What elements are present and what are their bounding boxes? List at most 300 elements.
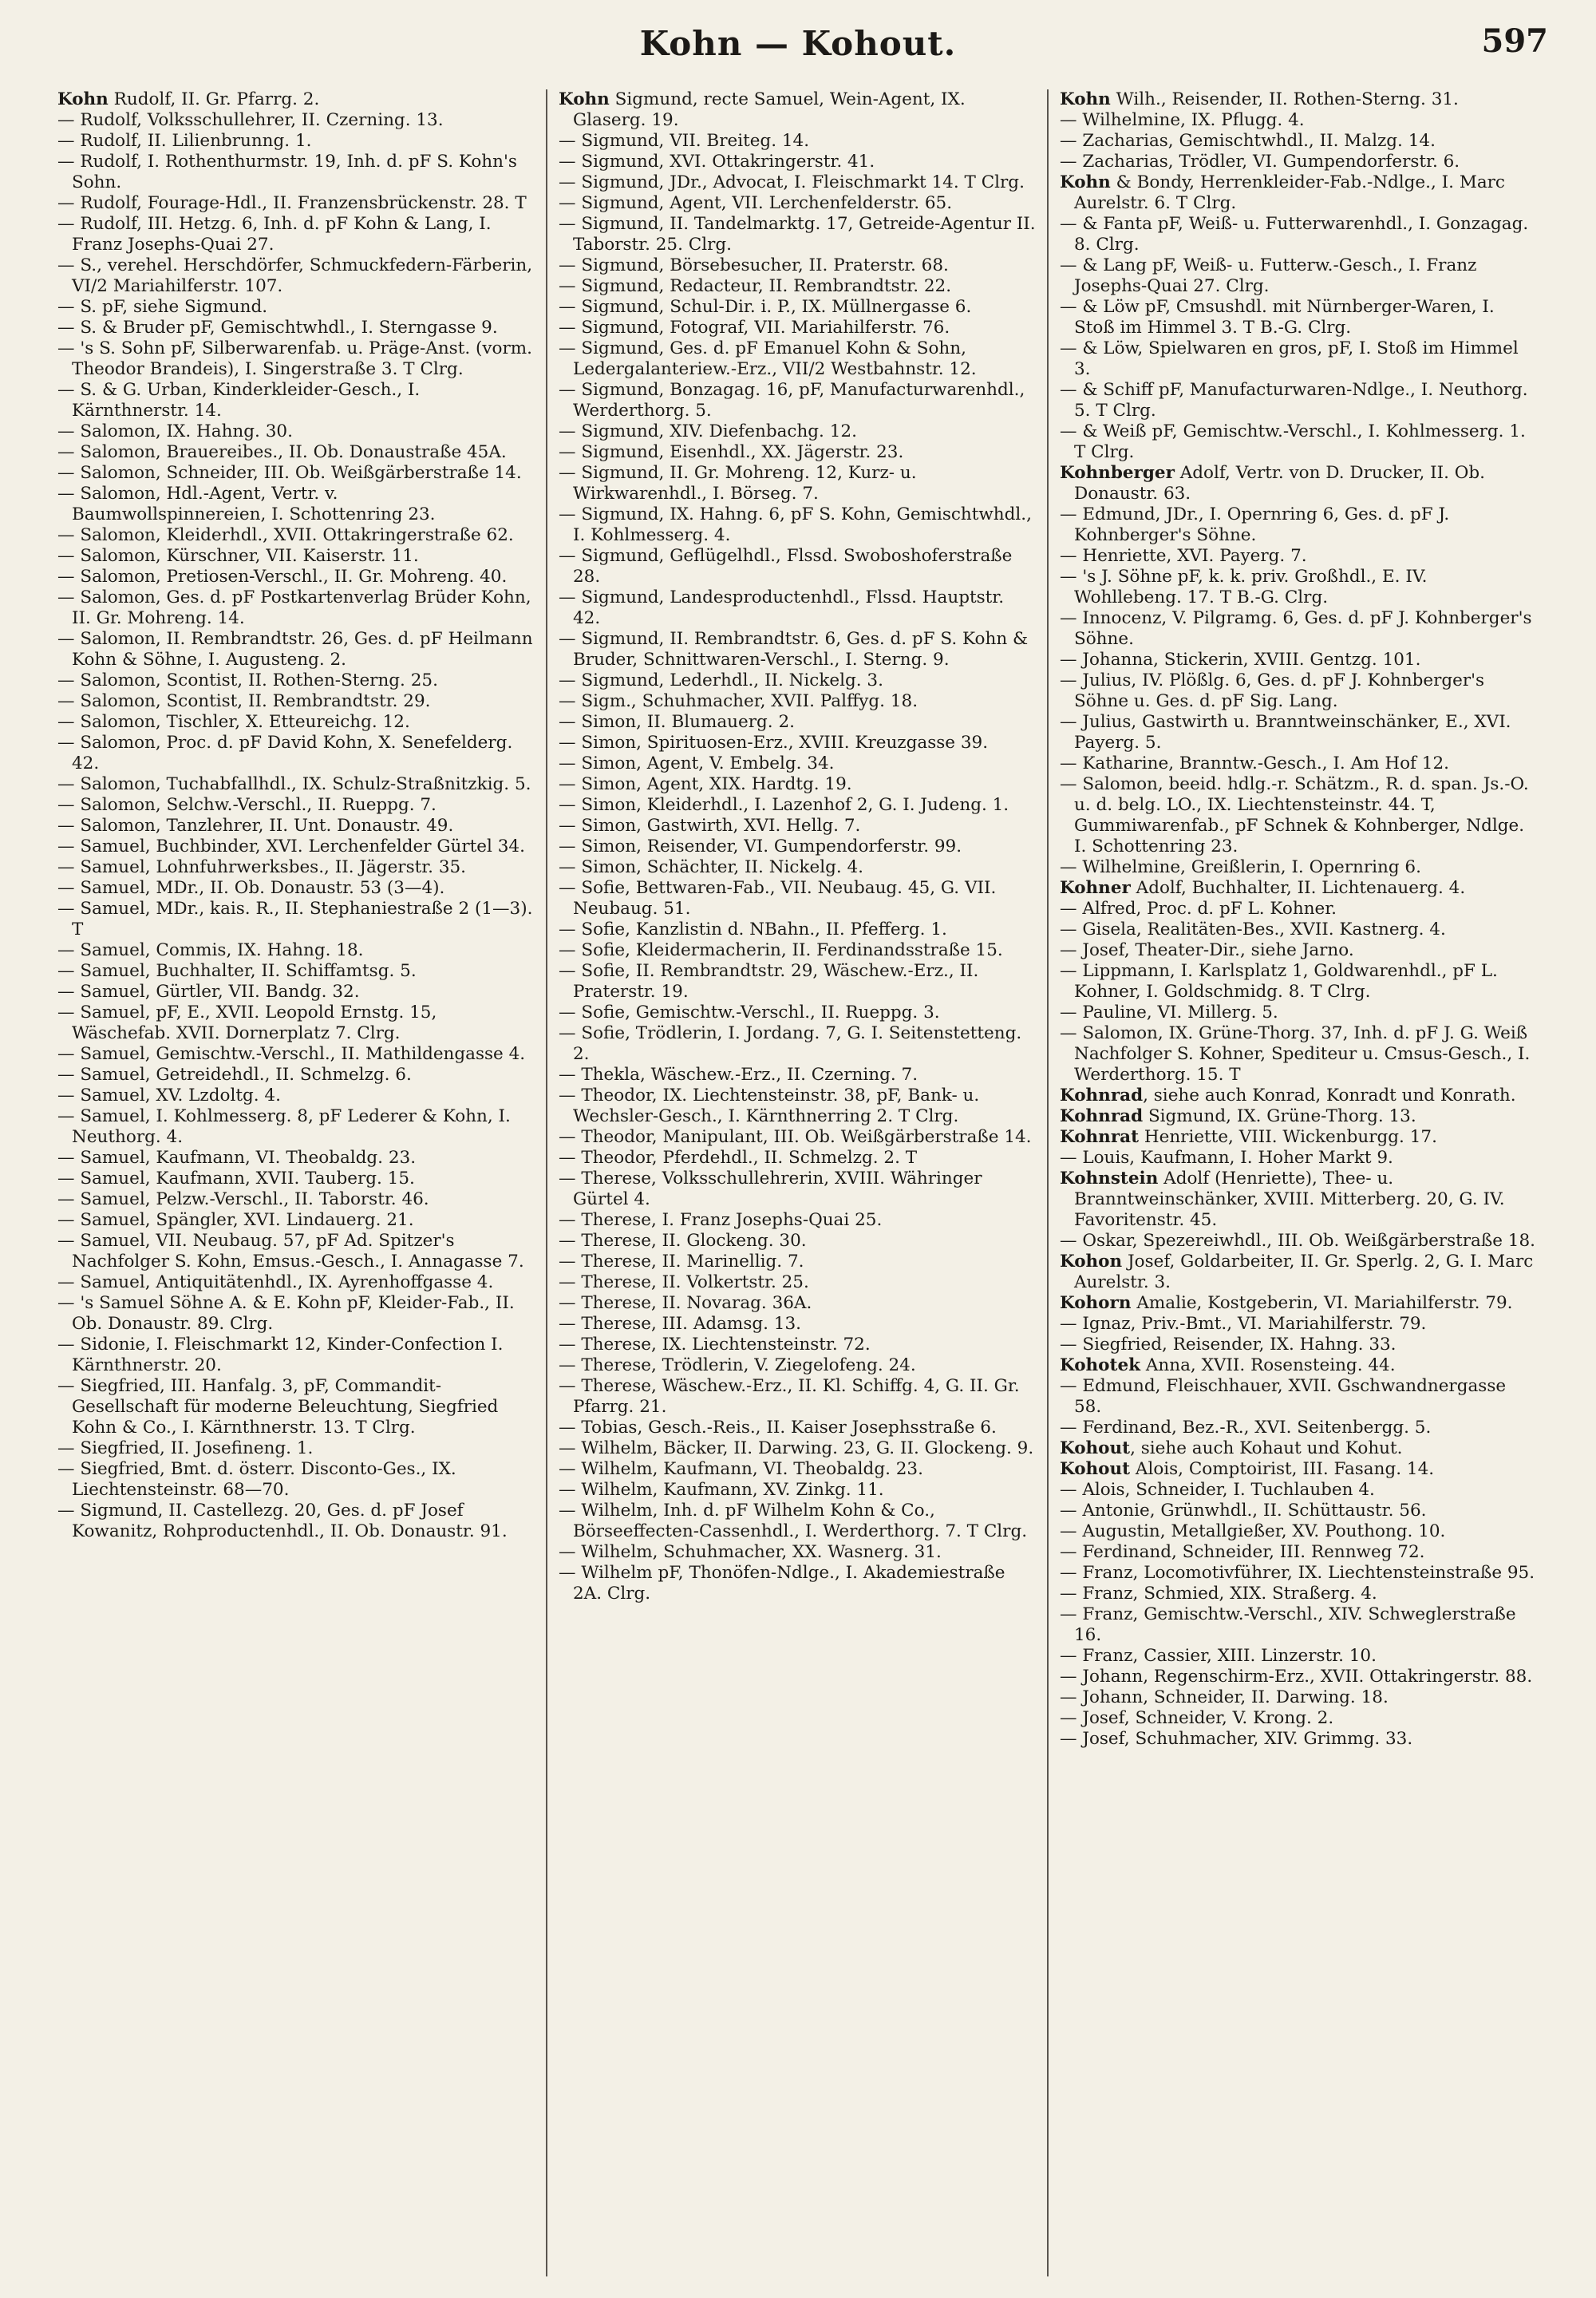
directory-entry [1060, 961, 1537, 1003]
directory-entry [1060, 1023, 1537, 1086]
directory-entry [57, 1003, 535, 1044]
entry-text: — Sofie, II. Rembrandtstr. 29, Wäschew.-Erz., II. Praterstr. 19. [559, 961, 979, 1002]
directory-entry [1060, 774, 1537, 857]
directory-entry [57, 1106, 535, 1148]
entry-text: — Gisela, Realitäten-Bes., XVII. Kastnerg. 4. [1060, 920, 1446, 939]
entry-text: — Siegfried, Reisender, IX. Hahng. 33. [1060, 1335, 1396, 1355]
entry-text: Wilh., Reisender, II. Rothen-Sterng. 31. [1110, 89, 1459, 109]
directory-entry [559, 1438, 1036, 1459]
directory-entry [559, 1459, 1036, 1480]
directory-entry [57, 318, 535, 338]
directory-entry [57, 131, 535, 152]
directory-entry [57, 1376, 535, 1438]
directory-entry [559, 297, 1036, 318]
entry-surname: Kohnrad [1060, 1086, 1144, 1105]
directory-entry [57, 1210, 535, 1231]
entry-text: — Sofie, Bettwaren-Fab., VII. Neubaug. 45, G. VII. Neubaug. 51. [559, 878, 997, 919]
directory-entry [57, 774, 535, 795]
entry-text: — Samuel, Gürtler, VII. Bandg. 32. [57, 982, 360, 1002]
entry-text: — Theodor, Manipulant, III. Ob. Weißgärberstraße 14. [559, 1127, 1032, 1147]
directory-entry [57, 795, 535, 816]
directory-entry [559, 1003, 1036, 1023]
entry-text: — Alois, Schneider, I. Tuchlauben 4. [1060, 1480, 1375, 1500]
directory-entry [1060, 878, 1537, 899]
entry-text: — Wilhelm pF, Thonöfen-Ndlge., I. Akademiestraße 2A. Clrg. [559, 1563, 1005, 1604]
entry-text: — Samuel, Buchhalter, II. Schiffamtsg. 5. [57, 961, 417, 981]
entry-text: — Samuel, Kaufmann, XVII. Tauberg. 15. [57, 1169, 415, 1189]
directory-entry [559, 816, 1036, 837]
directory-entry [559, 172, 1036, 193]
entry-text: — Tobias, Gesch.-Reis., II. Kaiser Josephsstraße 6. [559, 1418, 997, 1438]
directory-entry [559, 1376, 1036, 1418]
entry-text: — Sigmund, II. Tandelmarktg. 17, Getreide-Agentur II. Taborstr. 25. Clrg. [559, 214, 1036, 255]
directory-entry [1060, 1604, 1537, 1646]
directory-entry [57, 733, 535, 774]
entry-text: — Wilhelm, Kaufmann, XV. Zinkg. 11. [559, 1480, 884, 1500]
directory-entry [57, 567, 535, 587]
entry-text: — Wilhelm, Schuhmacher, XX. Wasnerg. 31. [559, 1542, 942, 1562]
directory-entry [1060, 172, 1537, 214]
directory-entry [559, 1065, 1036, 1086]
entry-text: — Samuel, Antiquitätenhdl., IX. Ayrenhoffgasse 4. [57, 1272, 494, 1292]
entry-text: — Franz, Cassier, XIII. Linzerstr. 10. [1060, 1646, 1377, 1666]
entry-text: Josef, Goldarbeiter, II. Gr. Sperlg. 2, G. I. Marc Aurelstr. 3. [1074, 1252, 1534, 1292]
entry-text: — 's J. Söhne pF, k. k. priv. Großhdl., E. IV. Wohllebeng. 17. T B.-G. Clrg. [1060, 567, 1428, 607]
directory-entry [1060, 1293, 1537, 1314]
directory-entry [559, 878, 1036, 920]
entry-text: — Salomon, Ges. d. pF Postkartenverlag Brüder Kohn, II. Gr. Mohreng. 14. [57, 587, 531, 628]
directory-entry [1060, 131, 1537, 152]
entry-text: — Simon, Gastwirth, XVI. Hellg. 7. [559, 816, 861, 836]
entry-text: Sigmund, IX. Grüne-Thorg. 13. [1143, 1106, 1416, 1126]
entry-text: — Alfred, Proc. d. pF L. Kohner. [1060, 899, 1337, 919]
directory-entry [559, 1231, 1036, 1252]
directory-entry [559, 1272, 1036, 1293]
entry-text: — Salomon, Proc. d. pF David Kohn, X. Senefelderg. 42. [57, 733, 513, 773]
entry-text: — Samuel, Kaufmann, VI. Theobaldg. 23. [57, 1148, 417, 1168]
entry-text: — 's Samuel Söhne A. & E. Kohn pF, Kleider-Fab., II. Ob. Donaustr. 89. Clrg. [57, 1293, 515, 1334]
entry-text: — 's S. Sohn pF, Silberwarenfab. u. Präge-Anst. (vorm. Theodor Brandeis), I. Singerstraße 3. T Clrg. [57, 338, 532, 379]
directory-entry [1060, 463, 1537, 504]
directory-entry [57, 1501, 535, 1542]
entry-surname: Kohotek [1060, 1355, 1141, 1375]
entry-text: — Sigmund, Agent, VII. Lerchenfelderstr. 65. [559, 193, 953, 213]
directory-entry [559, 940, 1036, 961]
entry-text: — Julius, Gastwirth u. Branntweinschänker, E., XVI. Payerg. 5. [1060, 712, 1511, 753]
directory-entry [1060, 857, 1537, 878]
directory-entry [559, 774, 1036, 795]
entry-text: — Salomon, Hdl.-Agent, Vertr. v. Baumwollspinnereien, I. Schottenring 23. [57, 484, 436, 524]
entry-text: — Ferdinand, Schneider, III. Rennweg 72. [1060, 1542, 1425, 1562]
directory-entry [559, 837, 1036, 857]
directory-entry [1060, 608, 1537, 650]
entry-text: — Julius, IV. Plößlg. 6, Ges. d. pF J. Kohnberger's Söhne u. Ges. d. pF Sig. Lang. [1060, 670, 1485, 711]
entry-surname: Kohout [1060, 1438, 1131, 1458]
entry-text: , siehe auch Kohaut und Kohut. [1130, 1438, 1403, 1458]
entry-text: — Samuel, VII. Neubaug. 57, pF Ad. Spitzer's Nachfolger S. Kohn, Emsus.-Gesch., I. Annagasse 7. [57, 1231, 524, 1272]
directory-entry [57, 110, 535, 131]
entry-text: Henriette, VIII. Wickenburgg. 17. [1139, 1127, 1437, 1147]
entry-text: — Sofie, Kleidermacherin, II. Ferdinandsstraße 15. [559, 940, 1003, 960]
entry-text: — Therese, III. Adamsg. 13. [559, 1314, 801, 1334]
directory-entry [57, 380, 535, 421]
entry-text: — Simon, Schächter, II. Nickelg. 4. [559, 857, 864, 877]
entry-text: — Sigmund, XIV. Diefenbachg. 12. [559, 421, 857, 441]
entry-text: — & Löw pF, Cmsushdl. mit Nürnberger-Waren, I. Stoß im Himmel 3. T B.-G. Clrg. [1060, 297, 1495, 338]
entry-text: — Franz, Schmied, XIX. Straßerg. 4. [1060, 1584, 1377, 1604]
directory-entry [1060, 1708, 1537, 1729]
entry-text: — Sofie, Kanzlistin d. NBahn., II. Pfefferg. 1. [559, 920, 947, 939]
directory-entry [559, 1355, 1036, 1376]
entry-text: — Sigmund, II. Gr. Mohreng. 12, Kurz- u. Wirkwarenhdl., I. Börseg. 7. [559, 463, 917, 504]
entry-text: — Salomon, IX. Hahng. 30. [57, 421, 293, 441]
entry-text: — Samuel, Buchbinder, XVI. Lerchenfelder Gürtel 34. [57, 837, 525, 856]
entry-text: — Johann, Schneider, II. Darwing. 18. [1060, 1687, 1389, 1707]
entry-text: Adolf, Buchhalter, II. Lichtenauerg. 4. [1130, 878, 1466, 898]
entry-text: — Sigmund, Geflügelhdl., Flssd. Swoboshoferstraße 28. [559, 546, 1013, 587]
directory-entry [559, 733, 1036, 753]
page-number: 597 [1481, 22, 1548, 60]
directory-entry [1060, 1086, 1537, 1106]
entry-text: — Samuel, Gemischtw.-Verschl., II. Mathildengasse 4. [57, 1044, 526, 1064]
entry-text: — Oskar, Spezereiwhdl., III. Ob. Weißgärberstraße 18. [1060, 1231, 1535, 1251]
entry-text: — Katharine, Branntw.-Gesch., I. Am Hof 12. [1060, 753, 1450, 773]
entry-text: — Theodor, Pferdehdl., II. Schmelzg. 2. T [559, 1148, 918, 1168]
directory-entry [1060, 1521, 1537, 1542]
entry-text: — Franz, Locomotivführer, IX. Liechtensteinstraße 95. [1060, 1563, 1535, 1583]
directory-entry [559, 442, 1036, 463]
directory-entry [1060, 567, 1537, 608]
entry-text: & Bondy, Herrenkleider-Fab.-Ndlge., I. Marc Aurelstr. 6. T Clrg. [1074, 172, 1505, 213]
directory-entry [559, 1542, 1036, 1563]
directory-entry [57, 712, 535, 733]
directory-entry [559, 1418, 1036, 1438]
entry-text: — Samuel, XV. Lzdoltg. 4. [57, 1086, 281, 1105]
directory-entry [559, 691, 1036, 712]
entry-text: — & Lang pF, Weiß- u. Futterw.-Gesch., I. Franz Josephs-Quai 27. Clrg. [1060, 255, 1477, 296]
directory-entry [559, 712, 1036, 733]
directory-entry [1060, 1314, 1537, 1335]
entry-text: — Salomon, Pretiosen-Verschl., II. Gr. Mohreng. 40. [57, 567, 508, 587]
entry-text: — Edmund, Fleischhauer, XVII. Gschwandnergasse 58. [1060, 1376, 1507, 1417]
entry-text: — Wilhelmine, IX. Pflugg. 4. [1060, 110, 1305, 130]
entry-text: — Sofie, Trödlerin, I. Jordang. 7, G. I. Seitenstetteng. 2. [559, 1023, 1022, 1064]
entry-text: — Salomon, Kleiderhdl., XVII. Ottakringerstraße 62. [57, 525, 514, 545]
entry-text: — Sigmund, JDr., Advocat, I. Fleischmarkt 14. T Clrg. [559, 172, 1025, 192]
directory-entry [559, 920, 1036, 940]
directory-entry [559, 255, 1036, 276]
entry-text: — Sigmund, VII. Breiteg. 14. [559, 131, 810, 151]
directory-entry [1060, 1127, 1537, 1148]
directory-entry [1060, 214, 1537, 255]
entry-text: — Siegfried, III. Hanfalg. 3, pF, Commandit-Gesellschaft für moderne Beleuchtung, Siegfried Kohn & Co., I. Kärnthnerstr. 13. T Clrg. [57, 1376, 499, 1438]
entry-text: — Franz, Gemischtw.-Verschl., XIV. Schweglerstraße 16. [1060, 1604, 1516, 1645]
entry-text: — Samuel, Commis, IX. Hahng. 18. [57, 940, 364, 960]
entry-text: — Rudolf, Volksschullehrer, II. Czerning. 13. [57, 110, 444, 130]
directory-entry [1060, 1646, 1537, 1667]
entry-text: — Samuel, MDr., II. Ob. Donaustr. 53 (3—4). [57, 878, 445, 898]
entry-text: — Wilhelm, Bäcker, II. Darwing. 23, G. II. Glockeng. 9. [559, 1438, 1034, 1458]
entry-text: — Johanna, Stickerin, XVIII. Gentzg. 101. [1060, 650, 1421, 670]
directory-entry [559, 152, 1036, 172]
directory-entry [1060, 1584, 1537, 1604]
directory-entry [57, 1459, 535, 1501]
entry-text: — Sigmund, II. Rembrandtstr. 6, Ges. d. pF S. Kohn & Bruder, Schnittwaren-Verschl., I. Sterng. 9. [559, 629, 1029, 670]
directory-entry [1060, 380, 1537, 421]
directory-entry [1060, 1501, 1537, 1521]
entry-text: — Samuel, Getreidehdl., II. Schmelzg. 6. [57, 1065, 412, 1085]
directory-entry [57, 338, 535, 380]
directory-entry [1060, 110, 1537, 131]
directory-entry [1060, 1480, 1537, 1501]
entry-surname: Kohnberger [1060, 463, 1175, 483]
directory-entry [57, 961, 535, 982]
directory-entry [1060, 1355, 1537, 1376]
directory-entry [1060, 504, 1537, 546]
directory-entry [1060, 1148, 1537, 1169]
directory-entry [1060, 940, 1537, 961]
directory-entry [559, 961, 1036, 1003]
column-middle [546, 89, 1047, 2276]
directory-entry [57, 982, 535, 1003]
entry-text: — Salomon, Tuchabfallhdl., IX. Schulz-Straßnitzkig. 5. [57, 774, 531, 794]
directory-entry [1060, 1252, 1537, 1293]
entry-text: — Sigmund, Landesproductenhdl., Flssd. Hauptstr. 42. [559, 587, 1005, 628]
directory-entry [57, 525, 535, 546]
directory-entry [1060, 1542, 1537, 1563]
directory-entry [559, 1501, 1036, 1542]
entry-text: — Samuel, Spängler, XVI. Lindauerg. 21. [57, 1210, 414, 1230]
directory-entry [559, 338, 1036, 380]
directory-entry [57, 1065, 535, 1086]
entry-text: — Sigmund, IX. Hahng. 6, pF S. Kohn, Gemischtwhdl., I. Kohlmesserg. 4. [559, 504, 1032, 545]
directory-entry [559, 1480, 1036, 1501]
directory-entry [559, 1148, 1036, 1169]
entry-text: — Therese, IX. Liechtensteinstr. 72. [559, 1335, 871, 1355]
entry-text: Amalie, Kostgeberin, VI. Mariahilferstr. 79. [1131, 1293, 1513, 1313]
entry-text: — Simon, Spirituosen-Erz., XVIII. Kreuzgasse 39. [559, 733, 989, 753]
directory-entry [1060, 338, 1537, 380]
directory-entry [57, 484, 535, 525]
directory-entry [57, 297, 535, 318]
entry-text: — Therese, Wäschew.-Erz., II. Kl. Schiffg. 4, G. II. Gr. Pfarrg. 21. [559, 1376, 1020, 1417]
directory-entry [57, 1293, 535, 1335]
entry-text: — Salomon, Selchw.-Verschl., II. Rueppg. 7. [57, 795, 437, 815]
directory-entry [57, 1438, 535, 1459]
entry-text: — Innocenz, V. Pilgramg. 6, Ges. d. pF J. Kohnberger's Söhne. [1060, 608, 1532, 649]
entry-text: — Samuel, Lohnfuhrwerksbes., II. Jägerstr. 35. [57, 857, 467, 877]
entry-text: — Salomon, Tischler, X. Etteureichg. 12. [57, 712, 410, 732]
entry-text: — Johann, Regenschirm-Erz., XVII. Ottakringerstr. 88. [1060, 1667, 1533, 1687]
entry-text: — Ignaz, Priv.-Bmt., VI. Mariahilferstr. 79. [1060, 1314, 1427, 1334]
directory-entry [57, 878, 535, 899]
directory-entry [559, 587, 1036, 629]
directory-entry [1060, 712, 1537, 753]
entry-text: — Henriette, XVI. Payerg. 7. [1060, 546, 1307, 566]
entry-text: Sigmund, recte Samuel, Wein-Agent, IX. Glaserg. 19. [573, 89, 966, 130]
directory-entry [57, 899, 535, 940]
entry-text: — Sigmund, XVI. Ottakringerstr. 41. [559, 152, 875, 172]
directory-entry [57, 255, 535, 297]
page-title: Kohn — Kohout. [639, 24, 957, 63]
directory-entry [57, 629, 535, 670]
entry-text: — & Löw, Spielwaren en gros, pF, I. Stoß im Himmel 3. [1060, 338, 1519, 379]
directory-entry [57, 816, 535, 837]
entry-text: Anna, XVII. Rosensteing. 44. [1140, 1355, 1396, 1375]
directory-entry [559, 1314, 1036, 1335]
entry-text: — Simon, Agent, V. Embelg. 34. [559, 753, 835, 773]
entry-text: — S. & G. Urban, Kinderkleider-Gesch., I. Kärnthnerstr. 14. [57, 380, 421, 421]
entry-text: — Josef, Schneider, V. Krong. 2. [1060, 1708, 1334, 1728]
entry-text: — Therese, II. Novarag. 36A. [559, 1293, 812, 1313]
entry-text: — Josef, Theater-Dir., siehe Jarno. [1060, 940, 1354, 960]
directory-entry [1060, 920, 1537, 940]
directory-entry [57, 691, 535, 712]
directory-entry [559, 318, 1036, 338]
entry-text: — Salomon, beeid. hdlg.-r. Schätzm., R. d. span. Js.-O. u. d. belg. LO., IX. Liechtensteinstr. 44. T, Gummiwarenfab., pF Schnek & Kohnberger, Ndlge. I. Schottenring 23. [1060, 774, 1529, 856]
directory-entry [559, 193, 1036, 214]
entry-text: — Edmund, JDr., I. Opernring 6, Ges. d. pF J. Kohnberger's Söhne. [1060, 504, 1450, 545]
page-header [48, 14, 1548, 70]
directory-entry [559, 546, 1036, 587]
entry-text: — Samuel, I. Kohlmesserg. 8, pF Lederer & Kohn, I. Neuthorg. 4. [57, 1106, 511, 1147]
entry-text: — Sigm., Schuhmacher, XVII. Palffyg. 18. [559, 691, 918, 711]
entry-text: Rudolf, II. Gr. Pfarrg. 2. [108, 89, 320, 109]
entry-text: — Wilhelm, Inh. d. pF Wilhelm Kohn & Co., Börseeffecten-Cassenhdl., I. Werderthorg. 7. T Clrg. [559, 1501, 1028, 1541]
entry-text: — Therese, Volksschullehrerin, XVIII. Währinger Gürtel 4. [559, 1169, 982, 1209]
entry-text: — Salomon, Scontist, II. Rembrandtstr. 29. [57, 691, 431, 711]
directory-entry [559, 276, 1036, 297]
entry-text: — Salomon, II. Rembrandtstr. 26, Ges. d. pF Heilmann Kohn & Söhne, I. Augusteng. 2. [57, 629, 533, 670]
directory-entry [57, 1189, 535, 1210]
directory-entry [57, 587, 535, 629]
entry-surname: Kohnrat [1060, 1127, 1140, 1147]
directory-entry [1060, 899, 1537, 920]
directory-entry [57, 1169, 535, 1189]
entry-text: — Zacharias, Trödler, VI. Gumpendorferstr. 6. [1060, 152, 1460, 172]
entry-text: — Simon, Kleiderhdl., I. Lazenhof 2, G. I. Judeng. 1. [559, 795, 1009, 815]
entry-text: — Antonie, Grünwhdl., II. Schüttaustr. 56. [1060, 1501, 1427, 1521]
entry-text: — Therese, I. Franz Josephs-Quai 25. [559, 1210, 883, 1230]
directory-entry [1060, 1231, 1537, 1252]
directory-entry [57, 1086, 535, 1106]
entry-text: — Simon, Agent, XIX. Hardtg. 19. [559, 774, 852, 794]
directory-entry [1060, 1335, 1537, 1355]
directory-columns [46, 89, 1548, 2276]
directory-entry [559, 1210, 1036, 1231]
entry-text: — S., verehel. Herschdörfer, Schmuckfedern-Färberin, VI/2 Mariahilferstr. 107. [57, 255, 533, 296]
entry-text: — Samuel, MDr., kais. R., II. Stephaniestraße 2 (1—3). T [57, 899, 533, 939]
entry-text: — Sigmund, Redacteur, II. Rembrandtstr. 22. [559, 276, 952, 296]
entry-text: — Rudolf, Fourage-Hdl., II. Franzensbrückenstr. 28. T [57, 193, 527, 213]
entry-text: Adolf, Vertr. von D. Drucker, II. Ob. Donaustr. 63. [1074, 463, 1486, 504]
entry-text: — Salomon, IX. Grüne-Thorg. 37, Inh. d. pF J. G. Weiß Nachfolger S. Kohner, Spediteur u. Cmsus-Gesch., I. Werderthorg. 15. T [1060, 1023, 1531, 1085]
directory-entry [559, 1293, 1036, 1314]
directory-entry [1060, 546, 1537, 567]
directory-entry [1060, 255, 1537, 297]
entry-text: , siehe auch Konrad, Konradt und Konrath. [1143, 1086, 1516, 1105]
entry-surname: Kohnstein [1060, 1169, 1159, 1189]
entry-text: — Lippmann, I. Karlsplatz 1, Goldwarenhdl., pF L. Kohner, I. Goldschmidg. 8. T Clrg. [1060, 961, 1498, 1002]
directory-entry [559, 380, 1036, 421]
directory-entry [1060, 1438, 1537, 1459]
directory-entry [559, 1023, 1036, 1065]
entry-text: — Simon, Reisender, VI. Gumpendorferstr. 99. [559, 837, 962, 856]
directory-entry [57, 89, 535, 110]
directory-entry [1060, 670, 1537, 712]
entry-text: — Rudolf, III. Hetzg. 6, Inh. d. pF Kohn & Lang, I. Franz Josephs-Quai 27. [57, 214, 492, 255]
directory-entry [559, 214, 1036, 255]
directory-entry [559, 131, 1036, 152]
directory-entry [559, 1252, 1036, 1272]
entry-text: — Sidonie, I. Fleischmarkt 12, Kinder-Confection I. Kärnthnerstr. 20. [57, 1335, 504, 1375]
entry-text: — Therese, II. Glockeng. 30. [559, 1231, 807, 1251]
directory-entry [57, 1044, 535, 1065]
entry-surname: Kohnrad [1060, 1106, 1144, 1126]
entry-text: — Sigmund, Schul-Dir. i. P., IX. Müllnergasse 6. [559, 297, 972, 317]
entry-text: — Therese, II. Volkertstr. 25. [559, 1272, 809, 1292]
entry-text: — & Weiß pF, Gemischtw.-Verschl., I. Kohlmesserg. 1. T Clrg. [1060, 421, 1526, 462]
directory-entry [1060, 1563, 1537, 1584]
column-right [1047, 89, 1548, 2276]
entry-text: — Therese, II. Marinellig. 7. [559, 1252, 804, 1272]
entry-surname: Kohner [1060, 878, 1131, 898]
directory-entry [1060, 753, 1537, 774]
column-left [46, 89, 546, 2276]
directory-entry [559, 1563, 1036, 1604]
directory-entry [1060, 1459, 1537, 1480]
entry-text: — S. & Bruder pF, Gemischtwhdl., I. Sterngasse 9. [57, 318, 498, 338]
directory-entry [1060, 1687, 1537, 1708]
entry-text: — Sigmund, Lederhdl., II. Nickelg. 3. [559, 670, 883, 690]
entry-text: — Samuel, pF, E., XVII. Leopold Ernstg. 15, Wäschefab. XVII. Dornerplatz 7. Clrg. [57, 1003, 437, 1043]
entry-text: — Samuel, Pelzw.-Verschl., II. Taborstr. 46. [57, 1189, 429, 1209]
directory-entry [559, 463, 1036, 504]
entry-text: — Salomon, Tanzlehrer, II. Unt. Donaustr. 49. [57, 816, 454, 836]
entry-text: — Sigmund, Bonzagag. 16, pF, Manufacturwarenhdl., Werderthorg. 5. [559, 380, 1025, 421]
entry-surname: Kohout [1060, 1459, 1131, 1479]
directory-entry [1060, 1106, 1537, 1127]
entry-text: — Salomon, Kürschner, VII. Kaiserstr. 11. [57, 546, 419, 566]
entry-surname: Kohorn [1060, 1293, 1132, 1313]
entry-surname: Kohn [1060, 172, 1111, 192]
directory-entry [559, 629, 1036, 670]
directory-entry [1060, 1169, 1537, 1231]
directory-entry [57, 442, 535, 463]
directory-entry [559, 1335, 1036, 1355]
entry-text: — & Schiff pF, Manufacturwaren-Ndlge., I. Neuthorg. 5. T Clrg. [1060, 380, 1528, 421]
entry-text: — Sigmund, Fotograf, VII. Mariahilferstr. 76. [559, 318, 950, 338]
directory-entry [1060, 1729, 1537, 1750]
directory-entry [57, 463, 535, 484]
entry-text: — Ferdinand, Bez.-R., XVI. Seitenbergg. 5. [1060, 1418, 1432, 1438]
entry-surname: Kohn [57, 89, 109, 109]
entry-text: — S. pF, siehe Sigmund. [57, 297, 268, 317]
directory-entry [559, 857, 1036, 878]
directory-entry [559, 1086, 1036, 1127]
directory-entry [559, 795, 1036, 816]
directory-entry [559, 753, 1036, 774]
directory-entry [559, 504, 1036, 546]
directory-entry [1060, 1003, 1537, 1023]
entry-text: — Salomon, Scontist, II. Rothen-Sterng. 25. [57, 670, 438, 690]
directory-entry [57, 670, 535, 691]
entry-text: — Sigmund, Börsebesucher, II. Praterstr. 68. [559, 255, 949, 275]
directory-entry [1060, 1418, 1537, 1438]
entry-text: — Therese, Trödlerin, V. Ziegelofeng. 24. [559, 1355, 916, 1375]
directory-entry [1060, 297, 1537, 338]
directory-entry [57, 1231, 535, 1272]
